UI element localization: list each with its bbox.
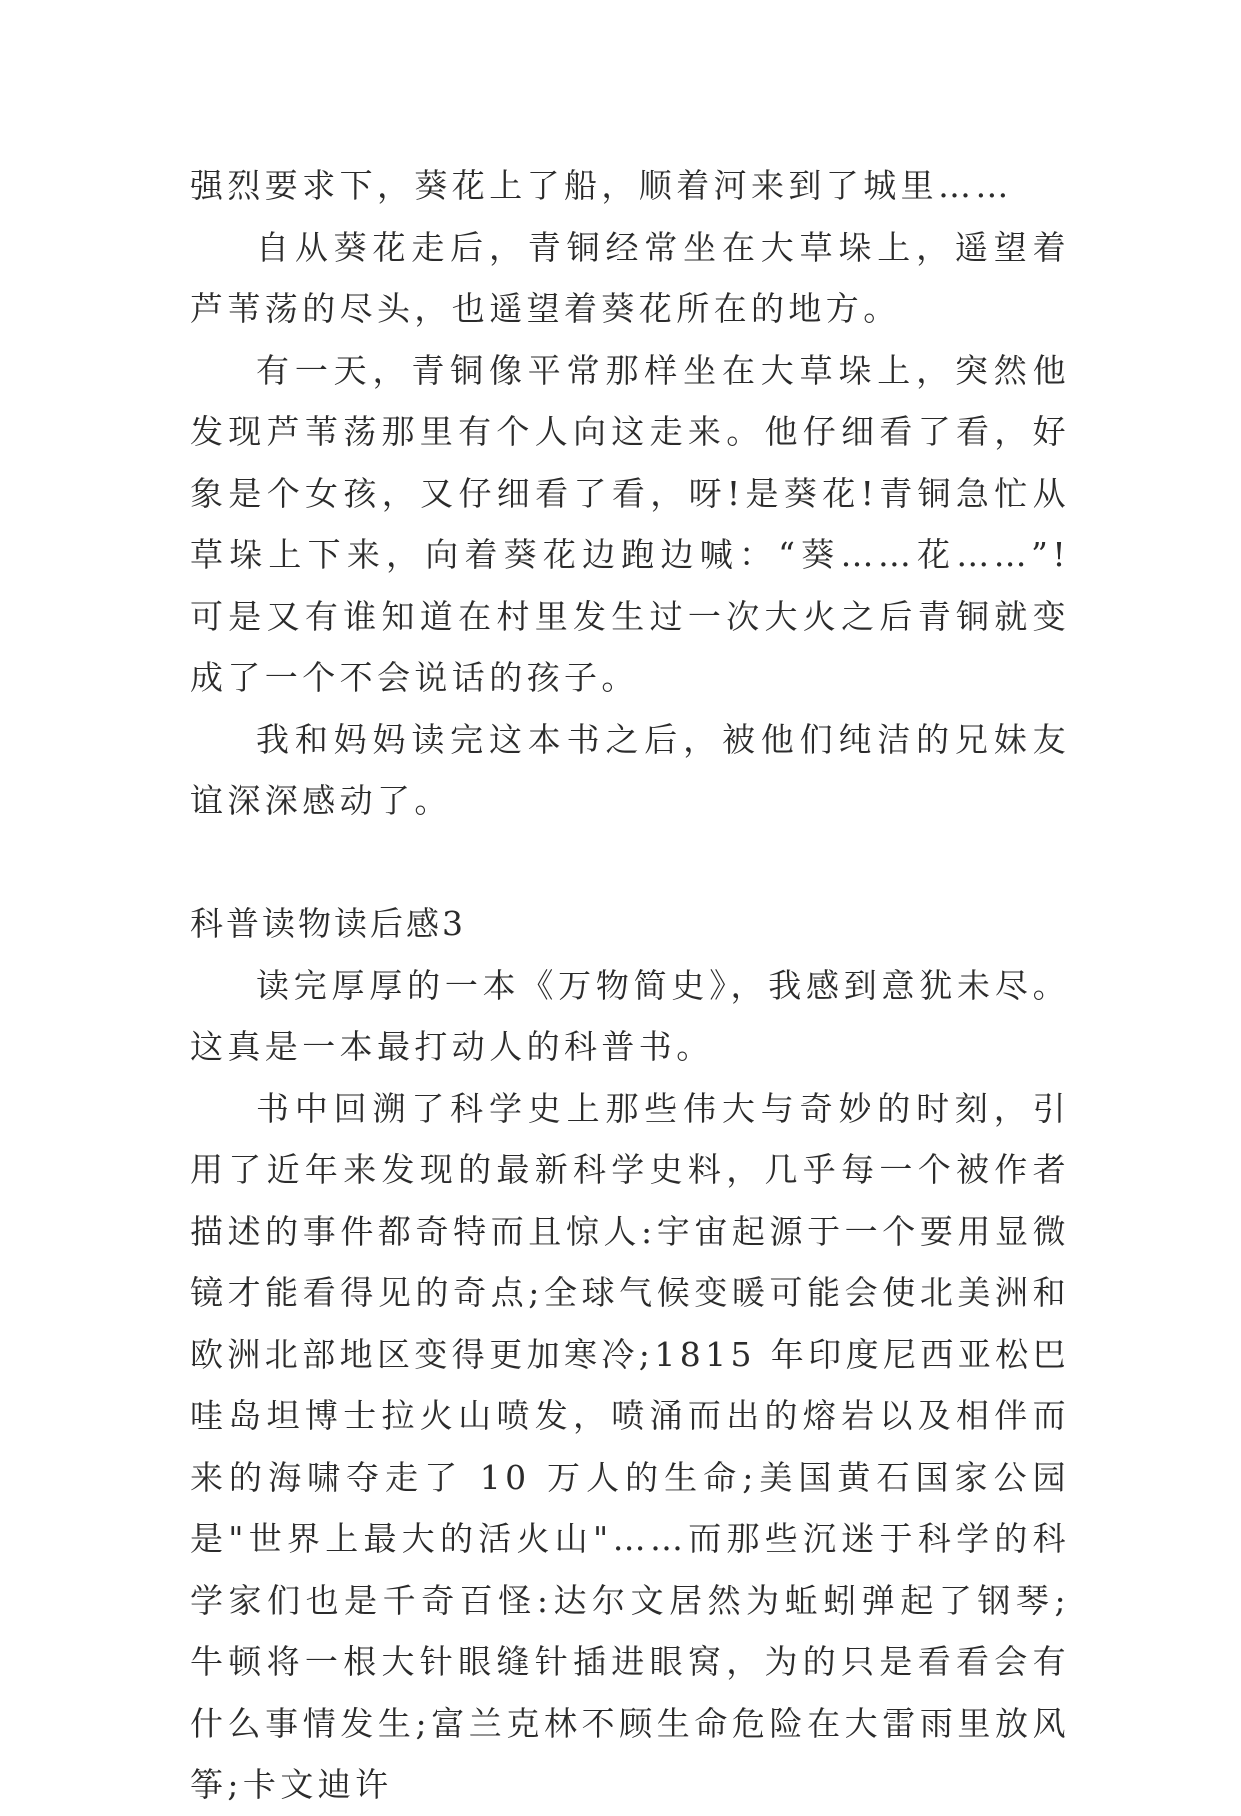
paragraph: 我和妈妈读完这本书之后，被他们纯洁的兄妹友谊深深感动了。 — [190, 719, 1070, 820]
paragraph-continuation: 强烈要求下，葵花上了船，顺着河来到了城里…… — [190, 166, 1013, 205]
paragraph: 书中回溯了科学史上那些伟大与奇妙的时刻，引用了近年来发现的最新科学史料，几乎每一个被作者描述的事件都奇特而且惊人:宇宙起源于一个要用显微镜才能看得见的奇点;全球气候变暖可能会使北美洲和欧洲北部地区变得更加寒冷;1815 年印度尼西亚松巴哇岛坦博士拉火山喷发，喷涌而出的熔岩以及相伴而来的海啸夺走了 10 万人的生命;美国黄石国家公园是"世界上最大的活火山"……而那些沉迷于科学的科学家们也是千奇百怪:达尔文居然为蚯蚓弹起了钢琴;牛顿将一根大针眼缝针插进眼窝，为的只是看看会有什么事情发生;富兰克林不顾生命危险在大雷雨里放风筝;卡文迪许 — [190, 1088, 1070, 1804]
document-body — [190, 155, 1070, 1816]
section-heading: 科普读物读后感3 — [190, 904, 466, 943]
paragraph: 自从葵花走后，青铜经常坐在大草垛上，遥望着芦苇荡的尽头，也遥望着葵花所在的地方。 — [190, 227, 1070, 328]
section-spacer — [190, 832, 1070, 894]
paragraph: 读完厚厚的一本《万物简史》，我感到意犹未尽。这真是一本最打动人的科普书。 — [190, 965, 1070, 1066]
paragraph: 有一天，青铜像平常那样坐在大草垛上，突然他发现芦苇荡那里有个人向这走来。他仔细看了看，好象是个女孩，又仔细看了看，呀!是葵花!青铜急忙从草垛上下来，向着葵花边跑边喊：“葵……花……”!可是又有谁知道在村里发生过一次大火之后青铜就变成了一个不会说话的孩子。 — [190, 350, 1070, 697]
